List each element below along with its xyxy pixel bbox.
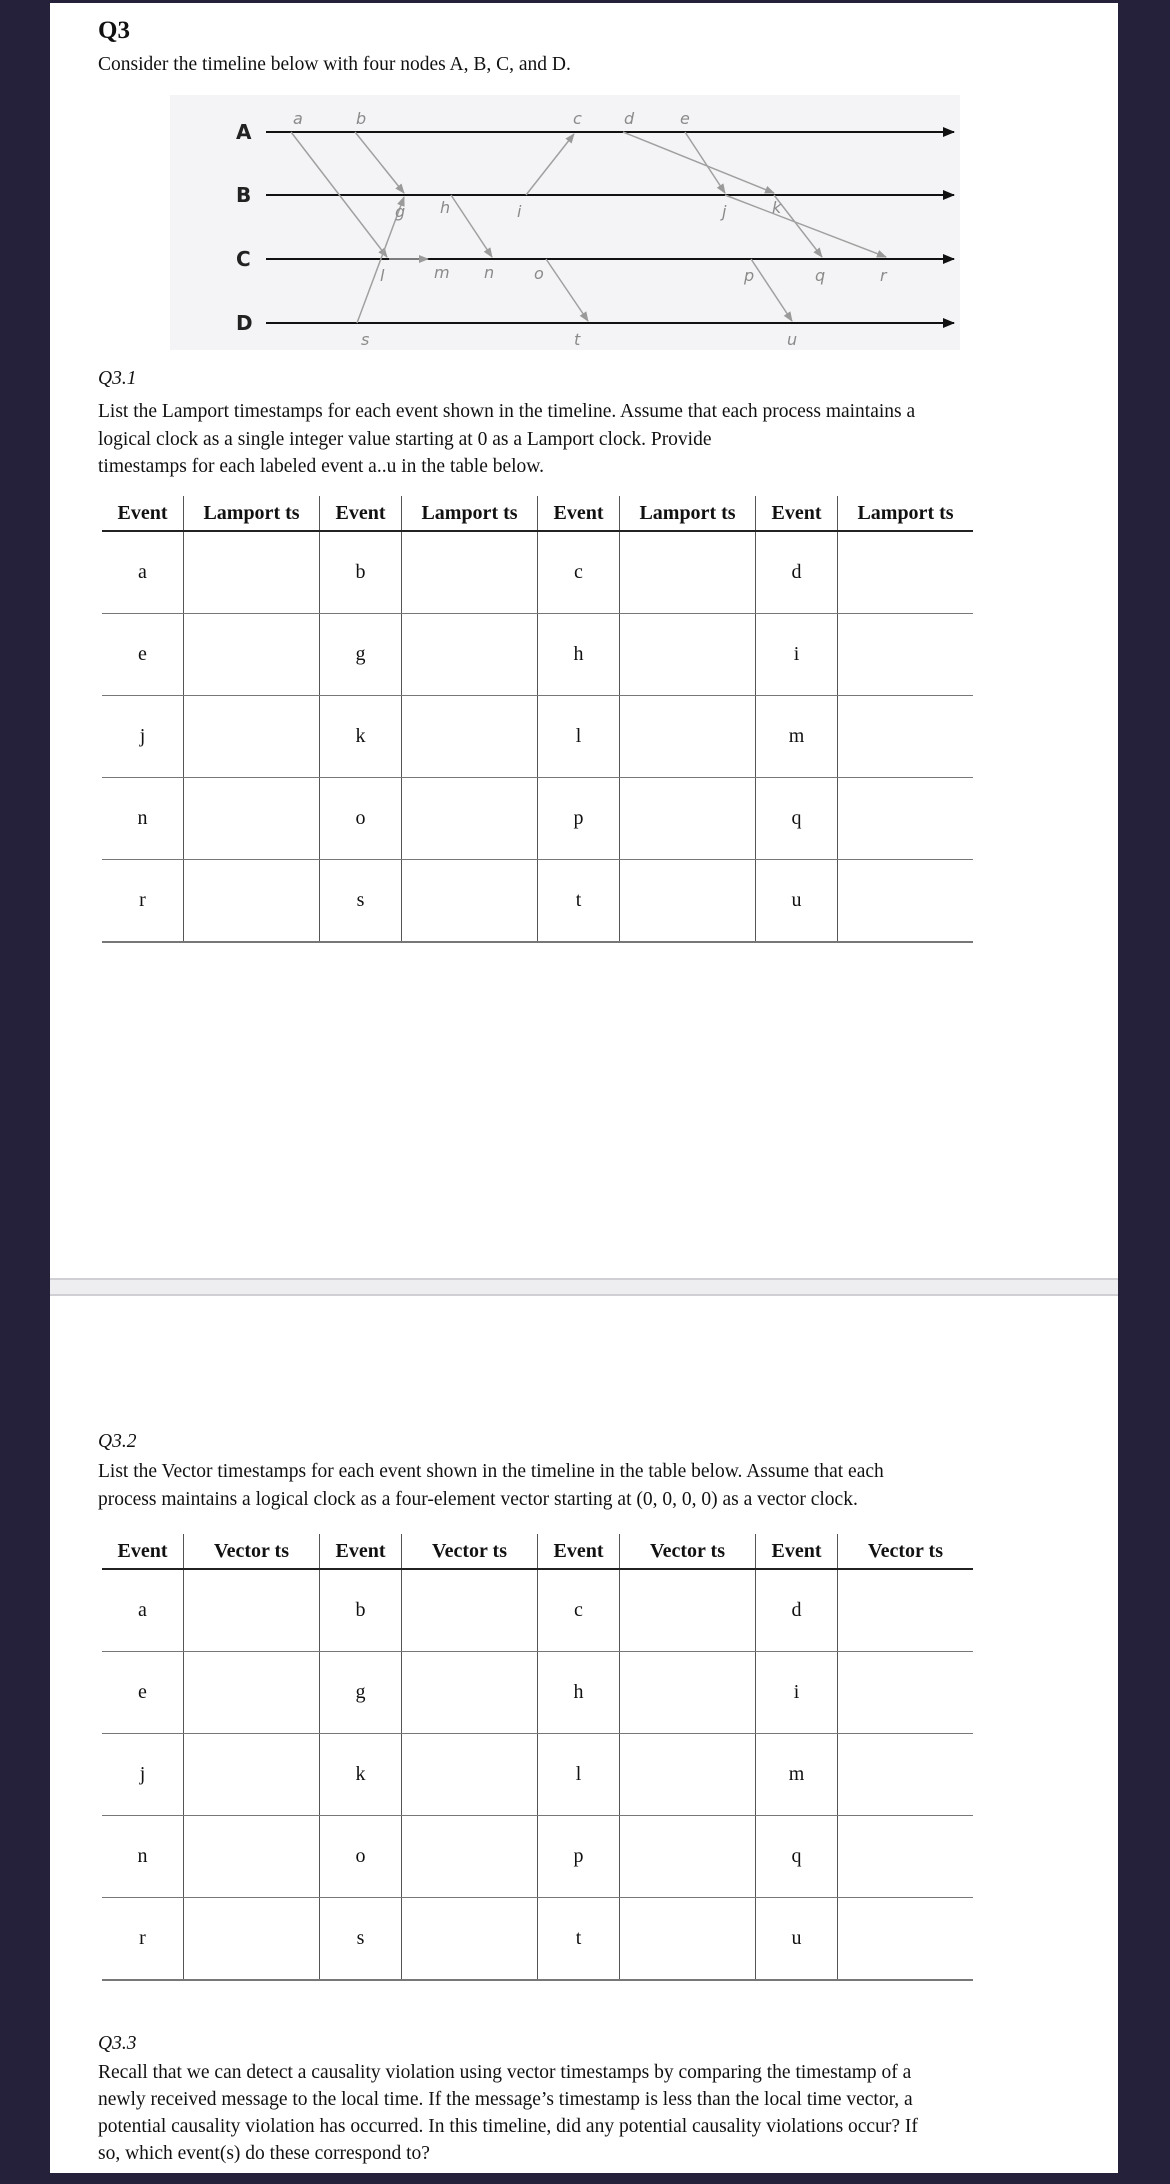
event-cell: m [756,696,838,778]
event-cell: h [538,1652,620,1734]
table-row [102,531,973,614]
event-cell: h [538,614,620,696]
lamport-answer-cell[interactable] [838,860,974,943]
event-cell: j [102,1734,184,1816]
vector-answer-cell[interactable] [184,1569,320,1652]
event-label-e: e [680,109,690,128]
table-row [102,1898,973,1981]
event-cell: d [756,531,838,614]
event-cell: q [756,778,838,860]
event-cell: r [102,860,184,943]
vector-answer-cell[interactable] [402,1898,538,1981]
vector-answer-cell[interactable] [838,1569,974,1652]
event-cell: a [102,1569,184,1652]
question-title: Q3 [98,17,130,44]
event-cell: p [538,778,620,860]
column-header: Lamport ts [402,496,538,531]
event-cell: t [538,1898,620,1981]
vector-answer-cell[interactable] [402,1569,538,1652]
event-label-m: m [434,263,450,282]
lamport-answer-cell[interactable] [402,860,538,943]
column-header: Vector ts [838,1534,974,1569]
timeline-diagram [170,95,960,355]
column-header: Lamport ts [620,496,756,531]
event-label-l: l [380,266,385,285]
table-row [102,1816,973,1898]
lamport-table-header [102,496,973,531]
event-cell: o [320,1816,402,1898]
event-cell: k [320,696,402,778]
event-cell: o [320,778,402,860]
event-cell: i [756,1652,838,1734]
vector-answer-cell[interactable] [620,1816,756,1898]
event-cell: l [538,1734,620,1816]
lamport-answer-cell[interactable] [620,531,756,614]
worksheet-page [50,3,1118,2173]
lamport-table [102,496,973,943]
event-cell: e [102,1652,184,1734]
event-cell: q [756,1816,838,1898]
lamport-answer-cell[interactable] [838,696,974,778]
vector-answer-cell[interactable] [620,1569,756,1652]
q31-text-line1: List the Lamport timestamps for each event shown in the timeline. Assume that each process maintains a [98,401,916,422]
table-row [102,696,973,778]
event-cell: e [102,614,184,696]
event-label-p: p [744,266,755,285]
event-cell: u [756,860,838,943]
table-row [102,614,973,696]
event-cell: u [756,1898,838,1981]
page-break [50,1278,1118,1296]
column-header: Vector ts [620,1534,756,1569]
event-label-k: k [772,198,782,217]
lamport-answer-cell[interactable] [184,778,320,860]
vector-table [102,1534,973,1981]
event-label-b: b [356,109,367,128]
event-label-s: s [361,330,370,349]
lamport-answer-cell[interactable] [184,614,320,696]
event-label-o: o [534,264,544,283]
event-label-d: d [624,109,635,128]
event-cell: r [102,1898,184,1981]
column-header: Event [102,1534,184,1569]
event-cell: i [756,614,838,696]
column-header: Vector ts [184,1534,320,1569]
vector-answer-cell[interactable] [838,1652,974,1734]
lamport-answer-cell[interactable] [838,531,974,614]
lamport-answer-cell[interactable] [184,531,320,614]
table-row [102,1734,973,1816]
lamport-answer-cell[interactable] [184,860,320,943]
column-header: Lamport ts [184,496,320,531]
event-cell: b [320,531,402,614]
node-label-b: B [236,183,252,207]
column-header: Event [538,496,620,531]
table-row [102,1569,973,1652]
event-cell: s [320,1898,402,1981]
lamport-answer-cell[interactable] [402,531,538,614]
event-cell: p [538,1816,620,1898]
event-label-c: c [573,109,582,128]
event-label-q: q [815,266,826,285]
event-label-j: j [722,202,727,221]
table-row [102,1652,973,1734]
vector-answer-cell[interactable] [184,1734,320,1816]
vector-answer-cell[interactable] [620,1652,756,1734]
vector-answer-cell[interactable] [838,1898,974,1981]
lamport-answer-cell[interactable] [620,778,756,860]
event-label-h: h [440,198,451,217]
question-intro: Consider the timeline below with four nodes A, B, C, and D. [98,54,571,75]
vector-table-header [102,1534,973,1569]
node-label-c: C [236,247,251,271]
node-label-a: A [236,120,252,144]
event-cell: n [102,1816,184,1898]
event-cell: d [756,1569,838,1652]
event-cell: c [538,1569,620,1652]
q31-text-line3: timestamps for each labeled event a..u in the table below. [98,456,544,477]
event-cell: j [102,696,184,778]
vector-answer-cell[interactable] [838,1816,974,1898]
lamport-answer-cell[interactable] [838,778,974,860]
lamport-answer-cell[interactable] [620,696,756,778]
q32-text-line1: List the Vector timestamps for each event shown in the timeline in the table below. Assume that each [98,1461,884,1482]
column-header: Vector ts [402,1534,538,1569]
q33-text-line3: potential causality violation has occurred. In this timeline, did any potential causality violations occur? If [98,2116,918,2137]
event-cell: t [538,860,620,943]
event-cell: m [756,1734,838,1816]
event-label-g: g [395,202,406,221]
vector-answer-cell[interactable] [620,1898,756,1981]
event-label-i: i [517,202,522,221]
vector-answer-cell[interactable] [402,1652,538,1734]
event-cell: b [320,1569,402,1652]
event-cell: c [538,531,620,614]
lamport-answer-cell[interactable] [838,614,974,696]
q32-label: Q3.2 [98,1431,137,1452]
q33-text-line1: Recall that we can detect a causality violation using vector timestamps by comparing the timestamp of a [98,2062,912,2083]
column-header: Event [538,1534,620,1569]
event-cell: l [538,696,620,778]
lamport-answer-cell[interactable] [620,860,756,943]
q31-text-line2: logical clock as a single integer value starting at 0 as a Lamport clock. Provide [98,429,712,450]
column-header: Event [102,496,184,531]
lamport-answer-cell[interactable] [184,696,320,778]
vector-answer-cell[interactable] [620,1734,756,1816]
lamport-answer-cell[interactable] [402,696,538,778]
lamport-answer-cell[interactable] [620,614,756,696]
q33-text-line4: so, which event(s) do these correspond to? [98,2143,430,2164]
q32-text-line2: process maintains a logical clock as a four-element vector starting at (0, 0, 0, 0) as a vector clock. [98,1489,858,1510]
lamport-answer-cell[interactable] [402,778,538,860]
column-header: Lamport ts [838,496,974,531]
q33-text-line2: newly received message to the local time. If the message’s timestamp is less than the local time vector, a [98,2089,913,2110]
event-cell: g [320,614,402,696]
column-header: Event [756,496,838,531]
column-header: Event [320,496,402,531]
event-cell: k [320,1734,402,1816]
event-label-t: t [574,330,581,349]
event-cell: a [102,531,184,614]
event-label-u: u [787,330,798,349]
lamport-answer-cell[interactable] [402,614,538,696]
column-header: Event [756,1534,838,1569]
event-label-r: r [880,266,887,285]
event-cell: g [320,1652,402,1734]
vector-answer-cell[interactable] [838,1734,974,1816]
vector-answer-cell[interactable] [184,1816,320,1898]
node-label-d: D [236,311,253,335]
q33-label: Q3.3 [98,2033,137,2054]
vector-answer-cell[interactable] [402,1734,538,1816]
table-row [102,860,973,943]
column-header: Event [320,1534,402,1569]
vector-answer-cell[interactable] [402,1816,538,1898]
vector-answer-cell[interactable] [184,1898,320,1981]
event-cell: n [102,778,184,860]
event-label-a: a [293,109,303,128]
table-row [102,778,973,860]
vector-answer-cell[interactable] [184,1652,320,1734]
event-cell: s [320,860,402,943]
q31-label: Q3.1 [98,368,137,389]
event-label-n: n [484,263,495,282]
